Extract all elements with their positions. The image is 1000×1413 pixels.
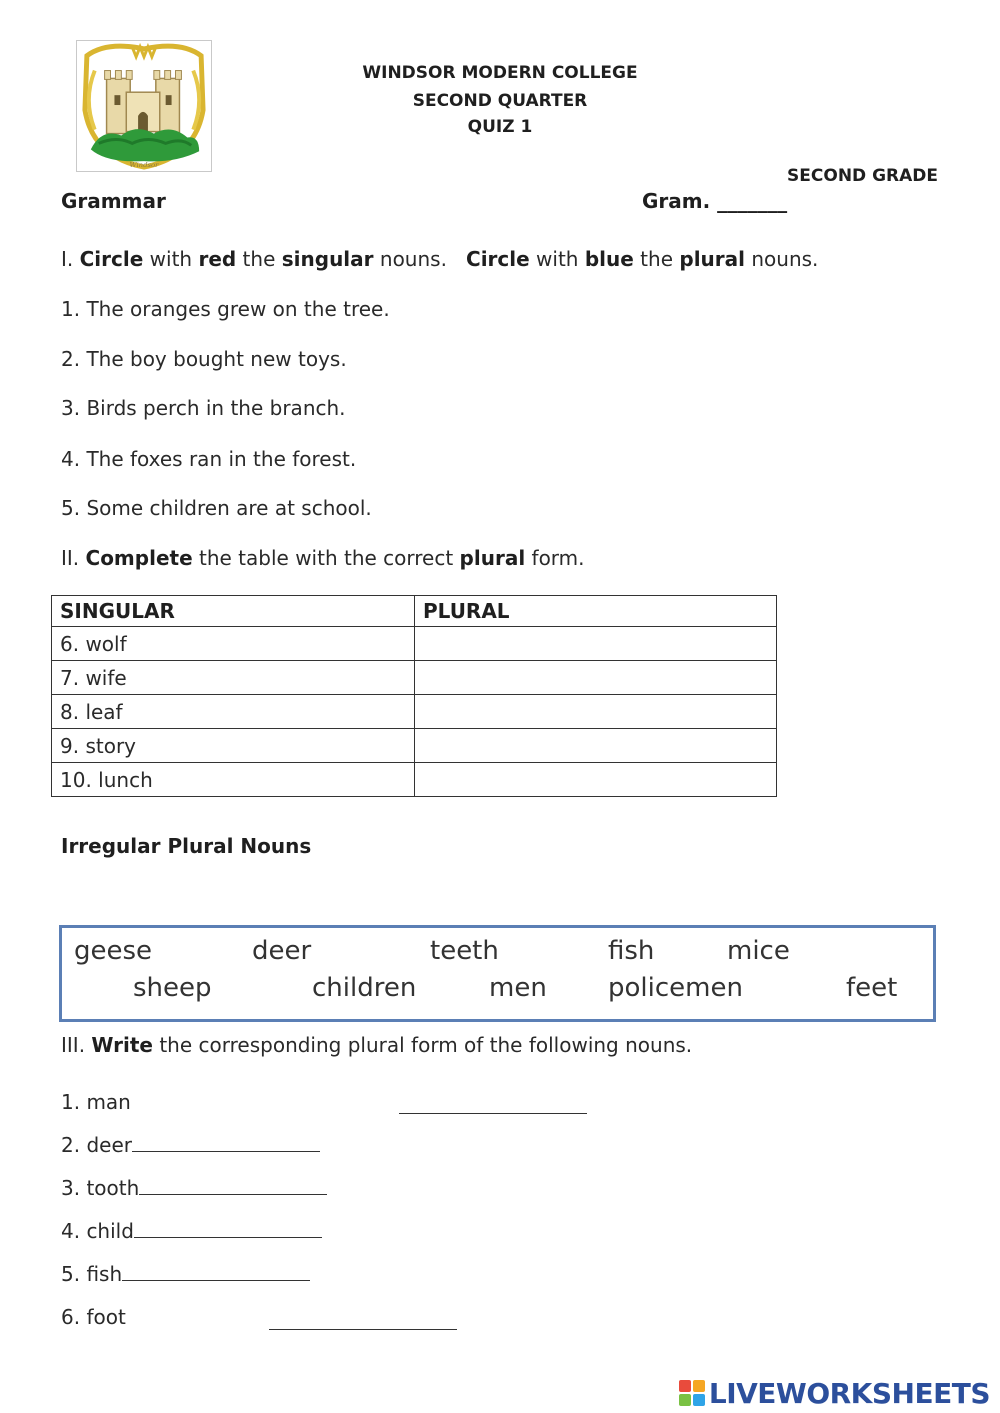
word-bank-item: mice — [727, 936, 790, 966]
word-bank-item: men — [489, 973, 547, 1003]
singular-cell: 6. wolf — [52, 627, 415, 661]
sentence-1[interactable]: 1. The oranges grew on the tree. — [61, 297, 390, 321]
table-header-row — [52, 596, 777, 627]
quarter-label: SECOND QUARTER — [412, 91, 588, 111]
table-row — [52, 627, 777, 661]
section1-instructions: I. Circle with red the singular nouns. Circle with blue the plural nouns. — [61, 247, 819, 271]
sentence-2[interactable]: 2. The boy bought new toys. — [61, 347, 347, 371]
plural-answer-input[interactable] — [415, 695, 777, 729]
sentence-5[interactable]: 5. Some children are at school. — [61, 496, 372, 520]
plural-table — [51, 595, 777, 797]
quiz-label: QUIZ 1 — [467, 117, 533, 137]
table-row — [52, 661, 777, 695]
noun-item-man: 1. man — [61, 1090, 131, 1114]
plural-answer-input[interactable] — [415, 729, 777, 763]
liveworksheets-brand — [679, 1376, 990, 1410]
plural-header: PLURAL — [415, 596, 777, 627]
answer-blank[interactable] — [269, 1328, 457, 1330]
singular-cell: 8. leaf — [52, 695, 415, 729]
word-bank — [59, 925, 936, 1022]
gram-score-field: Gram. _______ — [642, 189, 788, 213]
noun-item-tooth: 3. tooth — [61, 1176, 327, 1200]
castle-crest-icon — [77, 41, 211, 171]
answer-blank[interactable] — [122, 1279, 310, 1281]
word-bank-item: deer — [252, 936, 312, 966]
grade-level: SECOND GRADE — [787, 166, 938, 186]
sentence-3[interactable]: 3. Birds perch in the branch. — [61, 396, 346, 420]
school-logo — [76, 40, 212, 172]
noun-item-foot: 6. foot — [61, 1305, 126, 1329]
subject-title: Grammar — [61, 189, 166, 213]
singular-header: SINGULAR — [52, 596, 415, 627]
word-bank-item: teeth — [430, 936, 499, 966]
word-bank-item: children — [312, 973, 417, 1003]
word-bank-item: geese — [74, 936, 153, 966]
liveworksheets-logo-icon — [679, 1380, 705, 1406]
word-bank-item: sheep — [133, 973, 212, 1003]
singular-cell: 7. wife — [52, 661, 415, 695]
section2-instructions: II. Complete the table with the correct plural form. — [61, 546, 585, 570]
table-row — [52, 763, 777, 797]
answer-blank[interactable] — [132, 1150, 320, 1152]
answer-blank[interactable] — [139, 1193, 327, 1195]
sentence-4[interactable]: 4. The foxes ran in the forest. — [61, 447, 357, 471]
school-name: WINDSOR MODERN COLLEGE — [362, 63, 638, 83]
table-row — [52, 729, 777, 763]
word-bank-item: feet — [846, 973, 898, 1003]
answer-blank[interactable] — [399, 1112, 587, 1114]
plural-answer-input[interactable] — [415, 627, 777, 661]
singular-cell: 10. lunch — [52, 763, 415, 797]
noun-item-child: 4. child — [61, 1219, 322, 1243]
plural-answer-input[interactable] — [415, 763, 777, 797]
table-row — [52, 695, 777, 729]
noun-item-deer: 2. deer — [61, 1133, 320, 1157]
word-bank-item: policemen — [608, 973, 743, 1003]
section3-instructions: III. Write the corresponding plural form of the following nouns. — [61, 1033, 693, 1057]
plural-answer-input[interactable] — [415, 661, 777, 695]
singular-cell: 9. story — [52, 729, 415, 763]
logo-caption: Windsor — [129, 161, 159, 170]
answer-blank[interactable] — [134, 1236, 322, 1238]
brand-text: LIVEWORKSHEETS — [708, 1376, 990, 1410]
noun-item-fish: 5. fish — [61, 1262, 310, 1286]
irregular-title: Irregular Plural Nouns — [61, 834, 312, 858]
word-bank-item: fish — [608, 936, 655, 966]
